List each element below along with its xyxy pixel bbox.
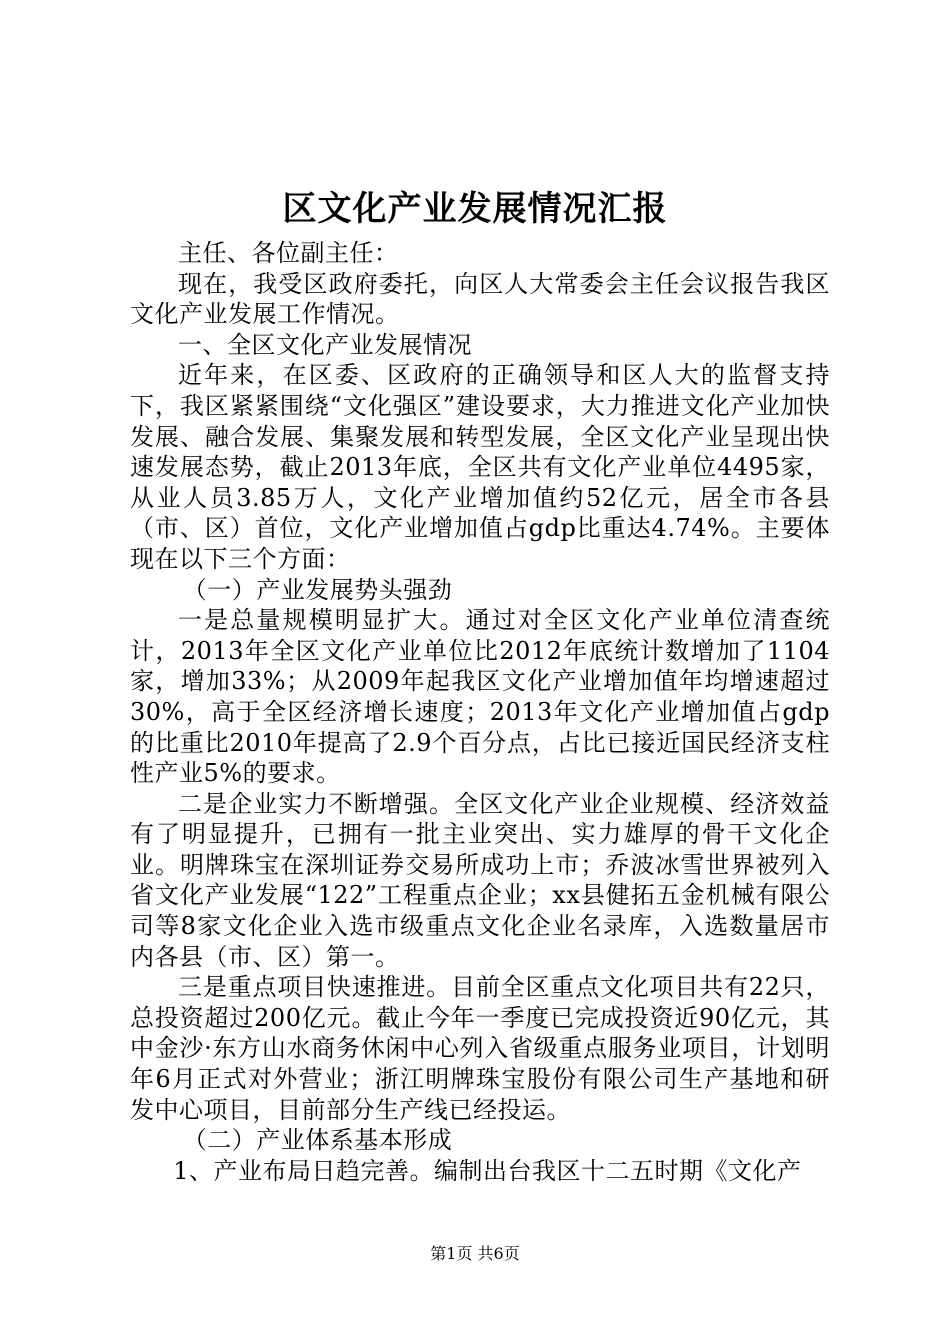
salutation: 主任、各位副主任：: [178, 239, 399, 267]
paragraph-projects: 三是重点项目快速推进。目前全区重点文化项目共有22只，总投资超过200亿元。截止今年一季度已完成投资近90亿元，其中金沙·东方山水商务休闲中心列入省级重点服务业项目，计划明年6月正式对外营业；浙江明牌珠宝股份有限公司生产基地和研发中心项目，目前部分生产线已经投运。: [130, 973, 830, 1124]
page-footer: 第1页 共6页: [430, 1244, 520, 1263]
paragraph-overview: 近年来，在区委、区政府的正确领导和区人大的监督支持下，我区紧紧围绕“文化强区”建设要求，大力推进文化产业加快发展、融合发展、集聚发展和转型发展，全区文化产业呈现出快速发展态势，截止2013年底，全区共有文化产业单位4495家，从业人员3.85万人，文化产业增加值约52亿元，居全市各县（市、区）首位，文化产业增加值占gdp比重达4.74%。主要体现在以下三个方面：: [130, 361, 830, 573]
document-title: 区文化产业发展情况汇报: [282, 189, 668, 229]
paragraph-intro: 现在，我受区政府委托，向区人大常委会主任会议报告我区文化产业发展工作情况。: [130, 269, 830, 329]
paragraph-layout: 1、产业布局日趋完善。编制出台我区十二五时期《文化产: [173, 1156, 802, 1185]
subsection-heading-1: （一）产业发展势头强劲: [182, 575, 453, 604]
paragraph-enterprise: 二是企业实力不断增强。全区文化产业企业规模、经济效益有了明显提升，已拥有一批主业突出、实力雄厚的骨干文化企业。明牌珠宝在深圳证券交易所成功上市；乔波冰雪世界被列入省文化产业发展“122”工程重点企业；xx县健拓五金机械有限公司等8家文化企业入选市级重点文化企业名录库，入选数量居市内各县（市、区）第一。: [130, 789, 830, 971]
subsection-heading-2: （二）产业体系基本形成: [182, 1126, 453, 1155]
document-body: [130, 238, 830, 1186]
section-heading-1: 一、全区文化产业发展情况: [178, 330, 472, 359]
paragraph-scale: 一是总量规模明显扩大。通过对全区文化产业单位清查统计，2013年全区文化产业单位比2012年底统计数增加了1104家，增加33%；从2009年起我区文化产业增加值年均增速超过30%，高于全区经济增长速度；2013年文化产业增加值占gdp的比重比2010年提高了2.9个百分点，占比已接近国民经济支柱性产业5%的要求。: [130, 606, 830, 788]
